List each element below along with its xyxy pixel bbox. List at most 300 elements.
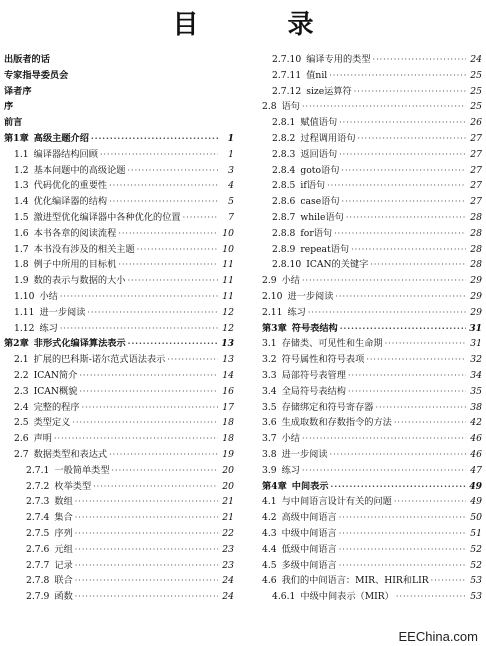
toc-leader-dots <box>82 400 218 416</box>
toc-entry-title: 中级中间语言 <box>281 527 337 539</box>
toc-leader-dots <box>339 510 466 526</box>
toc-entry-number: 2.8.8 <box>272 227 296 239</box>
toc-leader-dots <box>339 115 466 131</box>
toc-entry-title: 译者序 <box>4 85 32 97</box>
toc-entry[interactable] <box>250 558 482 574</box>
toc-entry-title: 函数 <box>54 591 73 603</box>
toc-entry-title: 进一步阅读 <box>281 448 328 460</box>
toc-entry[interactable] <box>250 84 482 100</box>
toc-entry-number: 4.6 <box>262 575 277 587</box>
toc-leader-dots <box>394 494 466 510</box>
toc-entry-number: 3.5 <box>262 401 277 413</box>
toc-entry-number: 4.3 <box>262 527 277 539</box>
toc-entry-page: 28 <box>470 227 482 239</box>
toc-entry[interactable] <box>250 494 482 510</box>
toc-entry-title: 赋值语句 <box>300 117 338 129</box>
toc-entry[interactable] <box>4 336 234 352</box>
toc-entry[interactable] <box>4 321 234 337</box>
toc-entry[interactable] <box>4 305 234 321</box>
toc-entry-title: 返回语句 <box>300 148 338 160</box>
toc-leader-dots <box>331 479 466 495</box>
toc-entry[interactable] <box>4 131 234 147</box>
toc-entry-number: 2.7.1 <box>26 464 50 476</box>
toc-entry-page: 51 <box>470 527 482 539</box>
toc-leader-dots <box>339 558 466 574</box>
toc-entry-title: 高级中间语言 <box>281 512 337 524</box>
toc-entry[interactable] <box>250 415 482 431</box>
toc-entry[interactable] <box>250 447 482 463</box>
toc-entry-number: 2.9 <box>262 275 277 287</box>
toc-entry[interactable] <box>250 400 482 416</box>
toc-entry-page: 16 <box>222 385 234 397</box>
toc-entry-title: 记录 <box>54 559 73 571</box>
toc-entry-title: 多级中间语言 <box>281 559 337 571</box>
toc-entry[interactable] <box>4 542 234 558</box>
toc-entry-title: 小结 <box>281 275 300 287</box>
watermark: EEChina.com <box>398 629 478 644</box>
toc-leader-dots <box>137 242 218 258</box>
toc-entry-title: 存储绑定和符号寄存器 <box>281 401 374 413</box>
toc-leader-dots <box>335 289 466 305</box>
toc-entry-number: 2.8.4 <box>272 164 296 176</box>
toc-entry-number: 2.5 <box>14 417 29 429</box>
toc-entry-number: 3.4 <box>262 385 277 397</box>
toc-entry-page: 11 <box>222 259 234 271</box>
toc-leader-dots <box>93 479 218 495</box>
toc-entry-page: 27 <box>470 164 482 176</box>
toc-entry[interactable] <box>4 494 234 510</box>
toc-entry[interactable] <box>250 431 482 447</box>
toc-entry[interactable] <box>250 115 482 131</box>
toc-leader-dots <box>60 321 218 337</box>
toc-entry[interactable] <box>4 415 234 431</box>
toc-entry[interactable] <box>4 163 234 179</box>
toc-entry-number: 2.8 <box>262 101 277 113</box>
toc-entry-page: 29 <box>470 275 482 287</box>
toc-entry-number: 2.1 <box>14 354 29 366</box>
toc-entry[interactable] <box>250 336 482 352</box>
toc-entry-title: 数组 <box>54 496 73 508</box>
toc-entry-number: 2.7.5 <box>26 527 50 539</box>
toc-entry[interactable] <box>4 52 234 68</box>
toc-entry-page: 1 <box>228 148 234 160</box>
toc-entry-page: 31 <box>470 338 482 350</box>
toc-entry-number: 2.7 <box>14 448 29 460</box>
toc-entry-page: 14 <box>222 369 234 381</box>
toc-entry[interactable] <box>4 178 234 194</box>
toc-entry-number: 1.5 <box>14 211 29 223</box>
toc-entry[interactable] <box>4 431 234 447</box>
toc-entry-page: 25 <box>470 85 482 97</box>
toc-entry-title: ICAN的关键字 <box>306 259 369 271</box>
toc-entry-number: 2.7.12 <box>272 85 302 97</box>
toc-entry-title: 序列 <box>54 527 73 539</box>
toc-entry[interactable] <box>4 68 234 84</box>
toc-leader-dots <box>342 194 466 210</box>
toc-entry-page: 21 <box>222 496 234 508</box>
toc-entry-title: 激进型优化编译器中各种优化的位置 <box>33 211 181 223</box>
toc-entry-page: 18 <box>222 417 234 429</box>
toc-leader-dots <box>366 352 466 368</box>
toc-entry-page: 20 <box>222 480 234 492</box>
toc-entry[interactable] <box>4 573 234 589</box>
toc-entry-page: 53 <box>470 591 482 603</box>
toc-entry-number: 4.1 <box>262 496 277 508</box>
toc-entry-page: 28 <box>470 259 482 271</box>
toc-leader-dots <box>109 178 218 194</box>
toc-entry-page: 49 <box>469 480 482 492</box>
toc-entry[interactable] <box>250 526 482 542</box>
toc-entry-number: 2.7.7 <box>26 559 50 571</box>
toc-entry-title: 例子中所用的目标机 <box>33 259 117 271</box>
toc-entry-title: 联合 <box>54 575 73 587</box>
toc-leader-dots <box>431 573 466 589</box>
toc-leader-dots <box>358 131 466 147</box>
toc-entry-number: 第4章 <box>262 480 287 492</box>
toc-entry-title: 符号属性和符号表项 <box>281 354 365 366</box>
toc-entry-number: 1.8 <box>14 259 29 271</box>
toc-entry-page: 5 <box>228 196 234 208</box>
toc-entry[interactable] <box>4 99 234 115</box>
toc-entry[interactable] <box>4 257 234 273</box>
toc-leader-dots <box>75 573 218 589</box>
toc-entry-title: ICAN简介 <box>33 369 78 381</box>
toc-leader-dots <box>330 447 466 463</box>
toc-entry-page: 24 <box>222 591 234 603</box>
toc-entry[interactable] <box>250 542 482 558</box>
toc-entry-page: 29 <box>470 290 482 302</box>
toc-entry-title: 低级中间语言 <box>281 543 337 555</box>
toc-leader-dots <box>128 336 218 352</box>
toc-entry-page: 11 <box>222 275 234 287</box>
toc-entry[interactable] <box>250 99 482 115</box>
toc-entry[interactable] <box>250 573 482 589</box>
toc-entry-title: 值nil <box>306 69 328 81</box>
toc-entry-title: 本书没有涉及的相关主题 <box>33 243 135 255</box>
toc-entry-number: 4.6.1 <box>272 591 296 603</box>
toc-entry-number: 2.3 <box>14 385 29 397</box>
toc-entry-title: 完整的程序 <box>33 401 80 413</box>
toc-entry[interactable] <box>250 510 482 526</box>
toc-entry-title: 存储类、可见性和生命期 <box>281 338 383 350</box>
toc-leader-dots <box>341 163 466 179</box>
toc-entry-number: 2.7.4 <box>26 512 50 524</box>
toc-entry-title: if语句 <box>300 180 326 192</box>
toc-entry-title: 局部符号表管理 <box>281 369 346 381</box>
toc-entry-number: 3.1 <box>262 338 277 350</box>
toc-entry-title: repeat语句 <box>300 243 350 255</box>
toc-entry-page: 1 <box>227 132 234 144</box>
toc-entry-title: 基本问题中的高级论题 <box>33 164 126 176</box>
toc-leader-dots <box>100 147 218 163</box>
toc-entry[interactable] <box>4 147 234 163</box>
toc-entry[interactable] <box>250 68 482 84</box>
toc-leader-dots <box>308 305 466 321</box>
toc-entry-title: goto语句 <box>300 164 340 176</box>
toc-entry[interactable] <box>4 210 234 226</box>
toc-leader-dots <box>128 273 219 289</box>
toc-entry-title: 进一步阅读 <box>39 306 86 318</box>
toc-entry-page: 50 <box>470 512 482 524</box>
toc-entry-title: 出版者的话 <box>4 54 50 65</box>
toc-entry-title: 中间表示 <box>291 480 329 492</box>
toc-leader-dots <box>302 99 466 115</box>
toc-entry-number: 2.7.11 <box>272 69 302 81</box>
toc-entry-page: 25 <box>470 101 482 113</box>
toc-entry[interactable] <box>250 194 482 210</box>
toc-entry-page: 34 <box>470 369 482 381</box>
toc-entry[interactable] <box>250 178 482 194</box>
toc-entry-number: 3.8 <box>262 448 277 460</box>
toc-entry-number: 3.9 <box>262 464 277 476</box>
toc-entry[interactable] <box>4 510 234 526</box>
toc-entry[interactable] <box>250 242 482 258</box>
toc-entry-number: 2.6 <box>14 433 29 445</box>
toc-leader-dots <box>118 257 218 273</box>
toc-entry-page: 38 <box>470 401 482 413</box>
toc-right-column <box>250 52 482 605</box>
toc-entry-title: 中级中间表示（MIR） <box>300 591 394 603</box>
toc-entry[interactable] <box>4 352 234 368</box>
toc-leader-dots <box>348 368 466 384</box>
toc-leader-dots <box>75 510 218 526</box>
toc-entry-page: 27 <box>470 196 482 208</box>
toc-entry[interactable] <box>250 463 482 479</box>
toc-entry-number: 1.12 <box>14 322 35 334</box>
toc-entry-title: 一般简单类型 <box>54 464 110 476</box>
toc-entry-page: 17 <box>222 401 234 413</box>
toc-entry[interactable] <box>4 226 234 242</box>
toc-entry[interactable] <box>4 84 234 100</box>
toc-entry[interactable] <box>250 305 482 321</box>
toc-entry-page: 22 <box>222 527 234 539</box>
toc-leader-dots <box>394 415 466 431</box>
toc-entry-page: 27 <box>470 132 482 144</box>
toc-entry-number: 2.8.1 <box>272 117 296 129</box>
toc-entry-number: 2.8.3 <box>272 148 296 160</box>
toc-entry-page: 12 <box>222 306 234 318</box>
toc-entry-title: 优化编译器的结构 <box>33 196 108 208</box>
toc-entry-title: 生成取数和存数指令的方法 <box>281 417 392 429</box>
toc-entry-title: 非形式化编译算法表示 <box>33 338 126 350</box>
toc-entry-page: 53 <box>470 575 482 587</box>
toc-entry[interactable] <box>250 589 482 605</box>
toc-entry-title: 序 <box>4 101 14 113</box>
toc-leader-dots <box>385 336 466 352</box>
toc-entry[interactable] <box>4 400 234 416</box>
toc-leader-dots <box>75 589 218 605</box>
toc-entry-number: 2.8.9 <box>272 243 296 255</box>
toc-left-column <box>4 52 234 605</box>
toc-leader-dots <box>75 558 218 574</box>
toc-entry[interactable] <box>250 352 482 368</box>
toc-entry-number: 2.8.2 <box>272 132 296 144</box>
toc-leader-dots <box>79 368 218 384</box>
toc-entry-page: 42 <box>470 417 482 429</box>
toc-leader-dots <box>339 526 466 542</box>
toc-leader-dots <box>302 431 466 447</box>
toc-leader-dots <box>327 178 466 194</box>
toc-leader-dots <box>75 542 218 558</box>
toc-leader-dots <box>112 463 218 479</box>
toc-entry-page: 35 <box>470 385 482 397</box>
toc-entry-number: 1.11 <box>14 306 35 318</box>
toc-entry-title: 类型定义 <box>33 417 71 429</box>
toc-entry[interactable] <box>250 163 482 179</box>
toc-entry-page: 23 <box>222 559 234 571</box>
toc-entry[interactable] <box>250 210 482 226</box>
toc-entry[interactable] <box>4 115 234 131</box>
toc-entry-title: 语句 <box>281 101 300 113</box>
toc-entry-number: 2.7.6 <box>26 543 50 555</box>
toc-entry-title: 集合 <box>54 512 73 524</box>
toc-entry-number: 4.5 <box>262 559 277 571</box>
toc-entry-title: for语句 <box>300 227 333 239</box>
toc-entry-title: 小结 <box>281 433 300 445</box>
toc-entry[interactable] <box>4 289 234 305</box>
toc-entry[interactable] <box>250 384 482 400</box>
toc-entry[interactable] <box>4 242 234 258</box>
toc-leader-dots <box>354 84 466 100</box>
toc-leader-dots <box>346 210 466 226</box>
toc-entry-page: 23 <box>222 543 234 555</box>
toc-entry-title: 高级主题介绍 <box>33 132 89 144</box>
toc-entry[interactable] <box>250 368 482 384</box>
toc-entry-number: 2.8.5 <box>272 180 296 192</box>
toc-entry[interactable] <box>4 526 234 542</box>
toc-entry-number: 2.7.10 <box>272 54 302 65</box>
toc-entry-title: 声明 <box>33 433 52 445</box>
toc-entry-number: 2.4 <box>14 401 29 413</box>
toc-entry-page: 46 <box>470 448 482 460</box>
toc-leader-dots <box>109 447 218 463</box>
toc-entry[interactable] <box>250 479 482 495</box>
toc-entry-page: 24 <box>222 575 234 587</box>
toc-entry-number: 2.7.3 <box>26 496 50 508</box>
toc-entry-number: 2.7.8 <box>26 575 50 587</box>
toc-entry-title: 元组 <box>54 543 73 555</box>
toc-entry-number: 4.4 <box>262 543 277 555</box>
toc-entry-page: 7 <box>228 211 234 223</box>
toc-entry-number: 第3章 <box>262 322 287 334</box>
toc-entry-number: 3.7 <box>262 433 277 445</box>
toc-entry-page: 26 <box>470 117 482 129</box>
toc-entry[interactable] <box>4 194 234 210</box>
toc-entry-title: 练习 <box>287 306 306 318</box>
page-title: 目 录 <box>172 10 354 40</box>
toc-entry[interactable] <box>250 321 482 337</box>
toc-entry[interactable] <box>250 273 482 289</box>
toc-entry-title: 前言 <box>4 117 23 129</box>
toc-entry-number: 1.7 <box>14 243 29 255</box>
toc-leader-dots <box>128 163 219 179</box>
toc-entry[interactable] <box>250 131 482 147</box>
toc-entry-title: 练习 <box>281 464 300 476</box>
toc-entry-page: 3 <box>228 164 234 176</box>
toc-entry[interactable] <box>250 226 482 242</box>
toc-entry-page: 13 <box>221 338 234 350</box>
toc-entry-page: 49 <box>470 496 482 508</box>
toc-entry-title: 数据类型和表达式 <box>33 448 108 460</box>
toc-entry[interactable] <box>250 257 482 273</box>
toc-entry-title: 专家指导委员会 <box>4 69 69 81</box>
toc-leader-dots <box>75 526 218 542</box>
toc-entry-number: 1.1 <box>14 148 29 160</box>
toc-entry[interactable] <box>4 368 234 384</box>
toc-leader-dots <box>329 68 466 84</box>
toc-leader-dots <box>75 494 218 510</box>
toc-leader-dots <box>302 463 466 479</box>
toc-entry-page: 13 <box>222 354 234 366</box>
toc-entry-title: 小结 <box>39 290 58 302</box>
toc-entry-page: 21 <box>222 512 234 524</box>
toc-entry-page: 24 <box>470 54 482 65</box>
toc-entry-title: 过程调用语句 <box>300 132 356 144</box>
toc-leader-dots <box>183 210 218 226</box>
toc-entry-number: 2.10 <box>262 290 283 302</box>
toc-entry-title: size运算符 <box>306 85 352 97</box>
toc-entry-title: 代码优化的重要性 <box>33 180 108 192</box>
toc-entry-page: 4 <box>228 180 234 192</box>
toc-leader-dots <box>370 257 466 273</box>
toc-entry-page: 11 <box>222 290 234 302</box>
toc-entry-page: 28 <box>470 243 482 255</box>
toc-entry-number: 2.8.7 <box>272 211 296 223</box>
toc-entry-number: 3.3 <box>262 369 277 381</box>
toc-entry-title: ICAN概貌 <box>33 385 78 397</box>
toc-entry-page: 12 <box>222 322 234 334</box>
toc-entry-title: 全局符号表结构 <box>281 385 346 397</box>
toc-entry[interactable] <box>4 479 234 495</box>
toc-entry-number: 1.9 <box>14 275 29 287</box>
toc-entry[interactable] <box>250 52 482 68</box>
toc-entry[interactable] <box>4 463 234 479</box>
toc-entry-page: 52 <box>470 543 482 555</box>
toc-entry-page: 25 <box>470 69 482 81</box>
toc-entry-number: 第1章 <box>4 132 29 144</box>
toc-entry[interactable] <box>250 147 482 163</box>
toc-entry-page: 52 <box>470 559 482 571</box>
toc-entry[interactable] <box>4 589 234 605</box>
toc-entry-title: 符号表结构 <box>291 322 338 334</box>
toc-entry-page: 46 <box>470 433 482 445</box>
toc-leader-dots <box>376 400 467 416</box>
toc-entry-title: 数的表示与数据的大小 <box>33 275 126 287</box>
toc-leader-dots <box>54 431 218 447</box>
toc-entry-number: 1.10 <box>14 290 35 302</box>
toc-entry-title: 我们的中间语言：MIR、HIR和LIR <box>281 575 429 587</box>
toc-leader-dots <box>339 147 466 163</box>
toc-entry-page: 32 <box>470 354 482 366</box>
toc-entry-title: 枚举类型 <box>54 480 92 492</box>
toc-leader-dots <box>60 289 218 305</box>
toc-entry-number: 1.3 <box>14 180 29 192</box>
toc-entry[interactable] <box>250 289 482 305</box>
toc-entry-title: 与中间语言设计有关的问题 <box>281 496 392 508</box>
toc-leader-dots <box>348 384 466 400</box>
toc-entry-number: 2.11 <box>262 306 283 318</box>
toc-entry[interactable] <box>4 558 234 574</box>
toc-entry[interactable] <box>4 273 234 289</box>
toc-entry[interactable] <box>4 384 234 400</box>
toc-entry-page: 31 <box>469 322 482 334</box>
toc-entry-page: 27 <box>470 148 482 160</box>
toc-entry[interactable] <box>4 447 234 463</box>
toc-entry-page: 47 <box>470 464 482 476</box>
toc-entry-page: 29 <box>470 306 482 318</box>
toc-entry-title: 编译专用的类型 <box>306 54 371 65</box>
toc-entry-number: 3.2 <box>262 354 277 366</box>
